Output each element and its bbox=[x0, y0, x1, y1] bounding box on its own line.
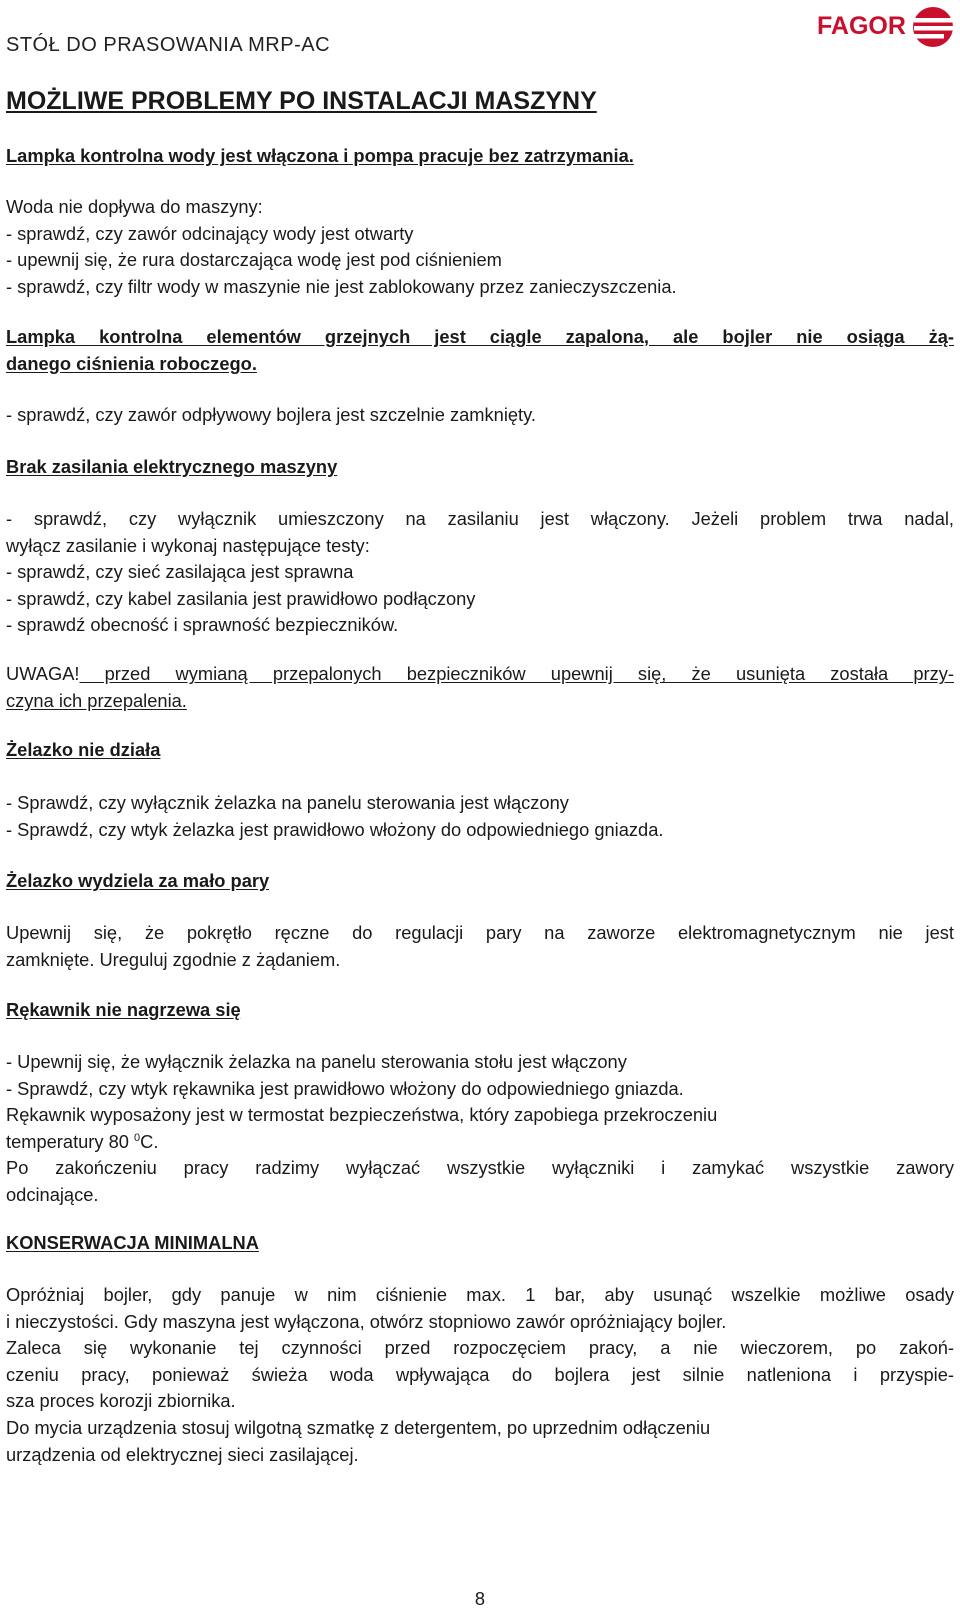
text-line: - Upewnij się, że wyłącznik żelazka na panelu sterowania stołu jest włączony bbox=[6, 1051, 627, 1072]
text-line: - sprawdź, czy wyłącznik umieszczony na zasilaniu jest włączony. Jeżeli problem trwa nadal, bbox=[6, 508, 954, 529]
section-water-pump-body bbox=[6, 194, 954, 300]
text-line: czeniu pracy, ponieważ świeża woda wpływająca do bojlera jest silnie natleniona i przyspie- bbox=[6, 1363, 954, 1385]
text-line: - sprawdź, czy kabel zasilania jest prawidłowo podłączony bbox=[6, 587, 476, 609]
section-heading: Rękawnik nie nagrzewa się bbox=[6, 999, 241, 1020]
text-line bbox=[6, 1129, 954, 1156]
text-line: i nieczystości. Gdy maszyna jest wyłączona, otwórz stopniowo zawór opróżniający bojler. bbox=[6, 1310, 727, 1332]
text-line: - Sprawdź, czy wyłącznik żelazka na panelu sterowania jest włączony bbox=[6, 792, 569, 813]
fagor-logo-mark-icon bbox=[912, 6, 954, 48]
text-line: - Sprawdź, czy wtyk żelazka jest prawidłowo włożony do odpowiedniego gniazda. bbox=[6, 818, 664, 840]
text-line: wyłącz zasilanie i wykonaj następujące testy: bbox=[6, 534, 370, 556]
temperature-unit: C. bbox=[140, 1130, 159, 1152]
text-line: - Sprawdź, czy wtyk rękawnika jest prawidłowo włożony do odpowiedniego gniazda. bbox=[6, 1077, 684, 1099]
text-line: odcinające. bbox=[6, 1183, 99, 1205]
text-line: Upewnij się, że pokrętło ręczne do regulacji pary na zaworze elektromagnetycznym nie jest bbox=[6, 922, 954, 943]
warning-text: przed wymianą przepalonych bezpieczników upewnij się, że usunięta została przy- bbox=[79, 663, 954, 684]
degree-superscript: 0 bbox=[134, 1131, 141, 1144]
fagor-logo bbox=[817, 6, 952, 48]
text-line: - sprawdź obecność i sprawność bezpieczników. bbox=[6, 614, 399, 636]
section-sleeve-board bbox=[6, 997, 954, 1024]
text-line: Woda nie dopływa do maszyny: bbox=[6, 196, 263, 217]
text-line: - sprawdź, czy zawór odpływowy bojlera jest szczelnie zamknięty. bbox=[6, 404, 537, 425]
text-line: - upewnij się, że rura dostarczająca wodę jest pod ciśnieniem bbox=[6, 249, 502, 271]
warning-note bbox=[6, 661, 954, 714]
section-heading: Brak zasilania elektrycznego maszyny bbox=[6, 456, 338, 477]
section-water-pump bbox=[6, 143, 954, 170]
section-heading: KONSERWACJA MINIMALNA bbox=[6, 1232, 259, 1253]
temperature-text: temperatury 80 bbox=[6, 1130, 135, 1152]
text-line: urządzenia od elektrycznej sieci zasilającej. bbox=[6, 1443, 359, 1465]
section-heating-elements-body bbox=[6, 402, 954, 429]
text-line: zamknięte. Ureguluj zgodnie z żądaniem. bbox=[6, 948, 341, 970]
section-heading: Żelazko nie działa bbox=[6, 739, 161, 760]
logo-text: FAGOR bbox=[817, 12, 906, 40]
section-iron-not-working bbox=[6, 737, 954, 764]
text-line: - sprawdź, czy filtr wody w maszynie nie jest zablokowany przez zanieczyszczenia. bbox=[6, 275, 677, 297]
text-line: sza proces korozji zbiornika. bbox=[6, 1390, 236, 1412]
warning-label: UWAGA! bbox=[6, 663, 80, 684]
section-heating-elements bbox=[6, 324, 954, 377]
section-heading: Żelazko wydziela za mało pary bbox=[6, 870, 270, 891]
section-low-steam bbox=[6, 868, 954, 895]
text-line: Opróżniaj bojler, gdy panuje w nim ciśnienie max. 1 bar, aby usunąć wszelkie możliwe osady bbox=[6, 1284, 954, 1305]
section-low-steam-body bbox=[6, 920, 954, 973]
section-maintenance-body bbox=[6, 1282, 954, 1468]
text-line: Rękawnik wyposażony jest w termostat bezpieczeństwa, który zapobiega przekroczeniu bbox=[6, 1104, 718, 1126]
section-iron-not-working-body bbox=[6, 790, 954, 843]
section-heading: danego ciśnienia roboczego. bbox=[6, 352, 257, 374]
section-sleeve-board-body bbox=[6, 1049, 954, 1209]
main-title: MOŻLIWE PROBLEMY PO INSTALACJI MASZYNY bbox=[6, 87, 597, 115]
text-line: Do mycia urządzenia stosuj wilgotną szmatkę z detergentem, po uprzednim odłączeniu bbox=[6, 1416, 711, 1438]
text-line: - sprawdź, czy sieć zasilająca jest sprawna bbox=[6, 561, 354, 583]
text-line: Zaleca się wykonanie tej czynności przed rozpoczęciem pracy, a nie wieczorem, po zakoń- bbox=[6, 1337, 954, 1359]
section-heading: Lampka kontrolna elementów grzejnych jest ciągle zapalona, ale bojler nie osiąga żą- bbox=[6, 326, 954, 347]
section-power-supply-body bbox=[6, 506, 954, 639]
text-line: Po zakończeniu pracy radzimy wyłączać wszystkie wyłączniki i zamykać wszystkie zawory bbox=[6, 1157, 954, 1179]
page-number: 8 bbox=[474, 1588, 486, 1609]
text-line: - sprawdź, czy zawór odcinający wody jest otwarty bbox=[6, 222, 414, 244]
section-power-supply bbox=[6, 454, 954, 481]
section-heading: Lampka kontrolna wody jest włączona i pompa pracuje bez zatrzymania. bbox=[6, 145, 634, 166]
warning-text: czyna ich przepalenia. bbox=[6, 689, 187, 711]
section-maintenance bbox=[6, 1230, 954, 1257]
document-header-title: STÓŁ DO PRASOWANIA MRP-AC bbox=[6, 34, 331, 56]
